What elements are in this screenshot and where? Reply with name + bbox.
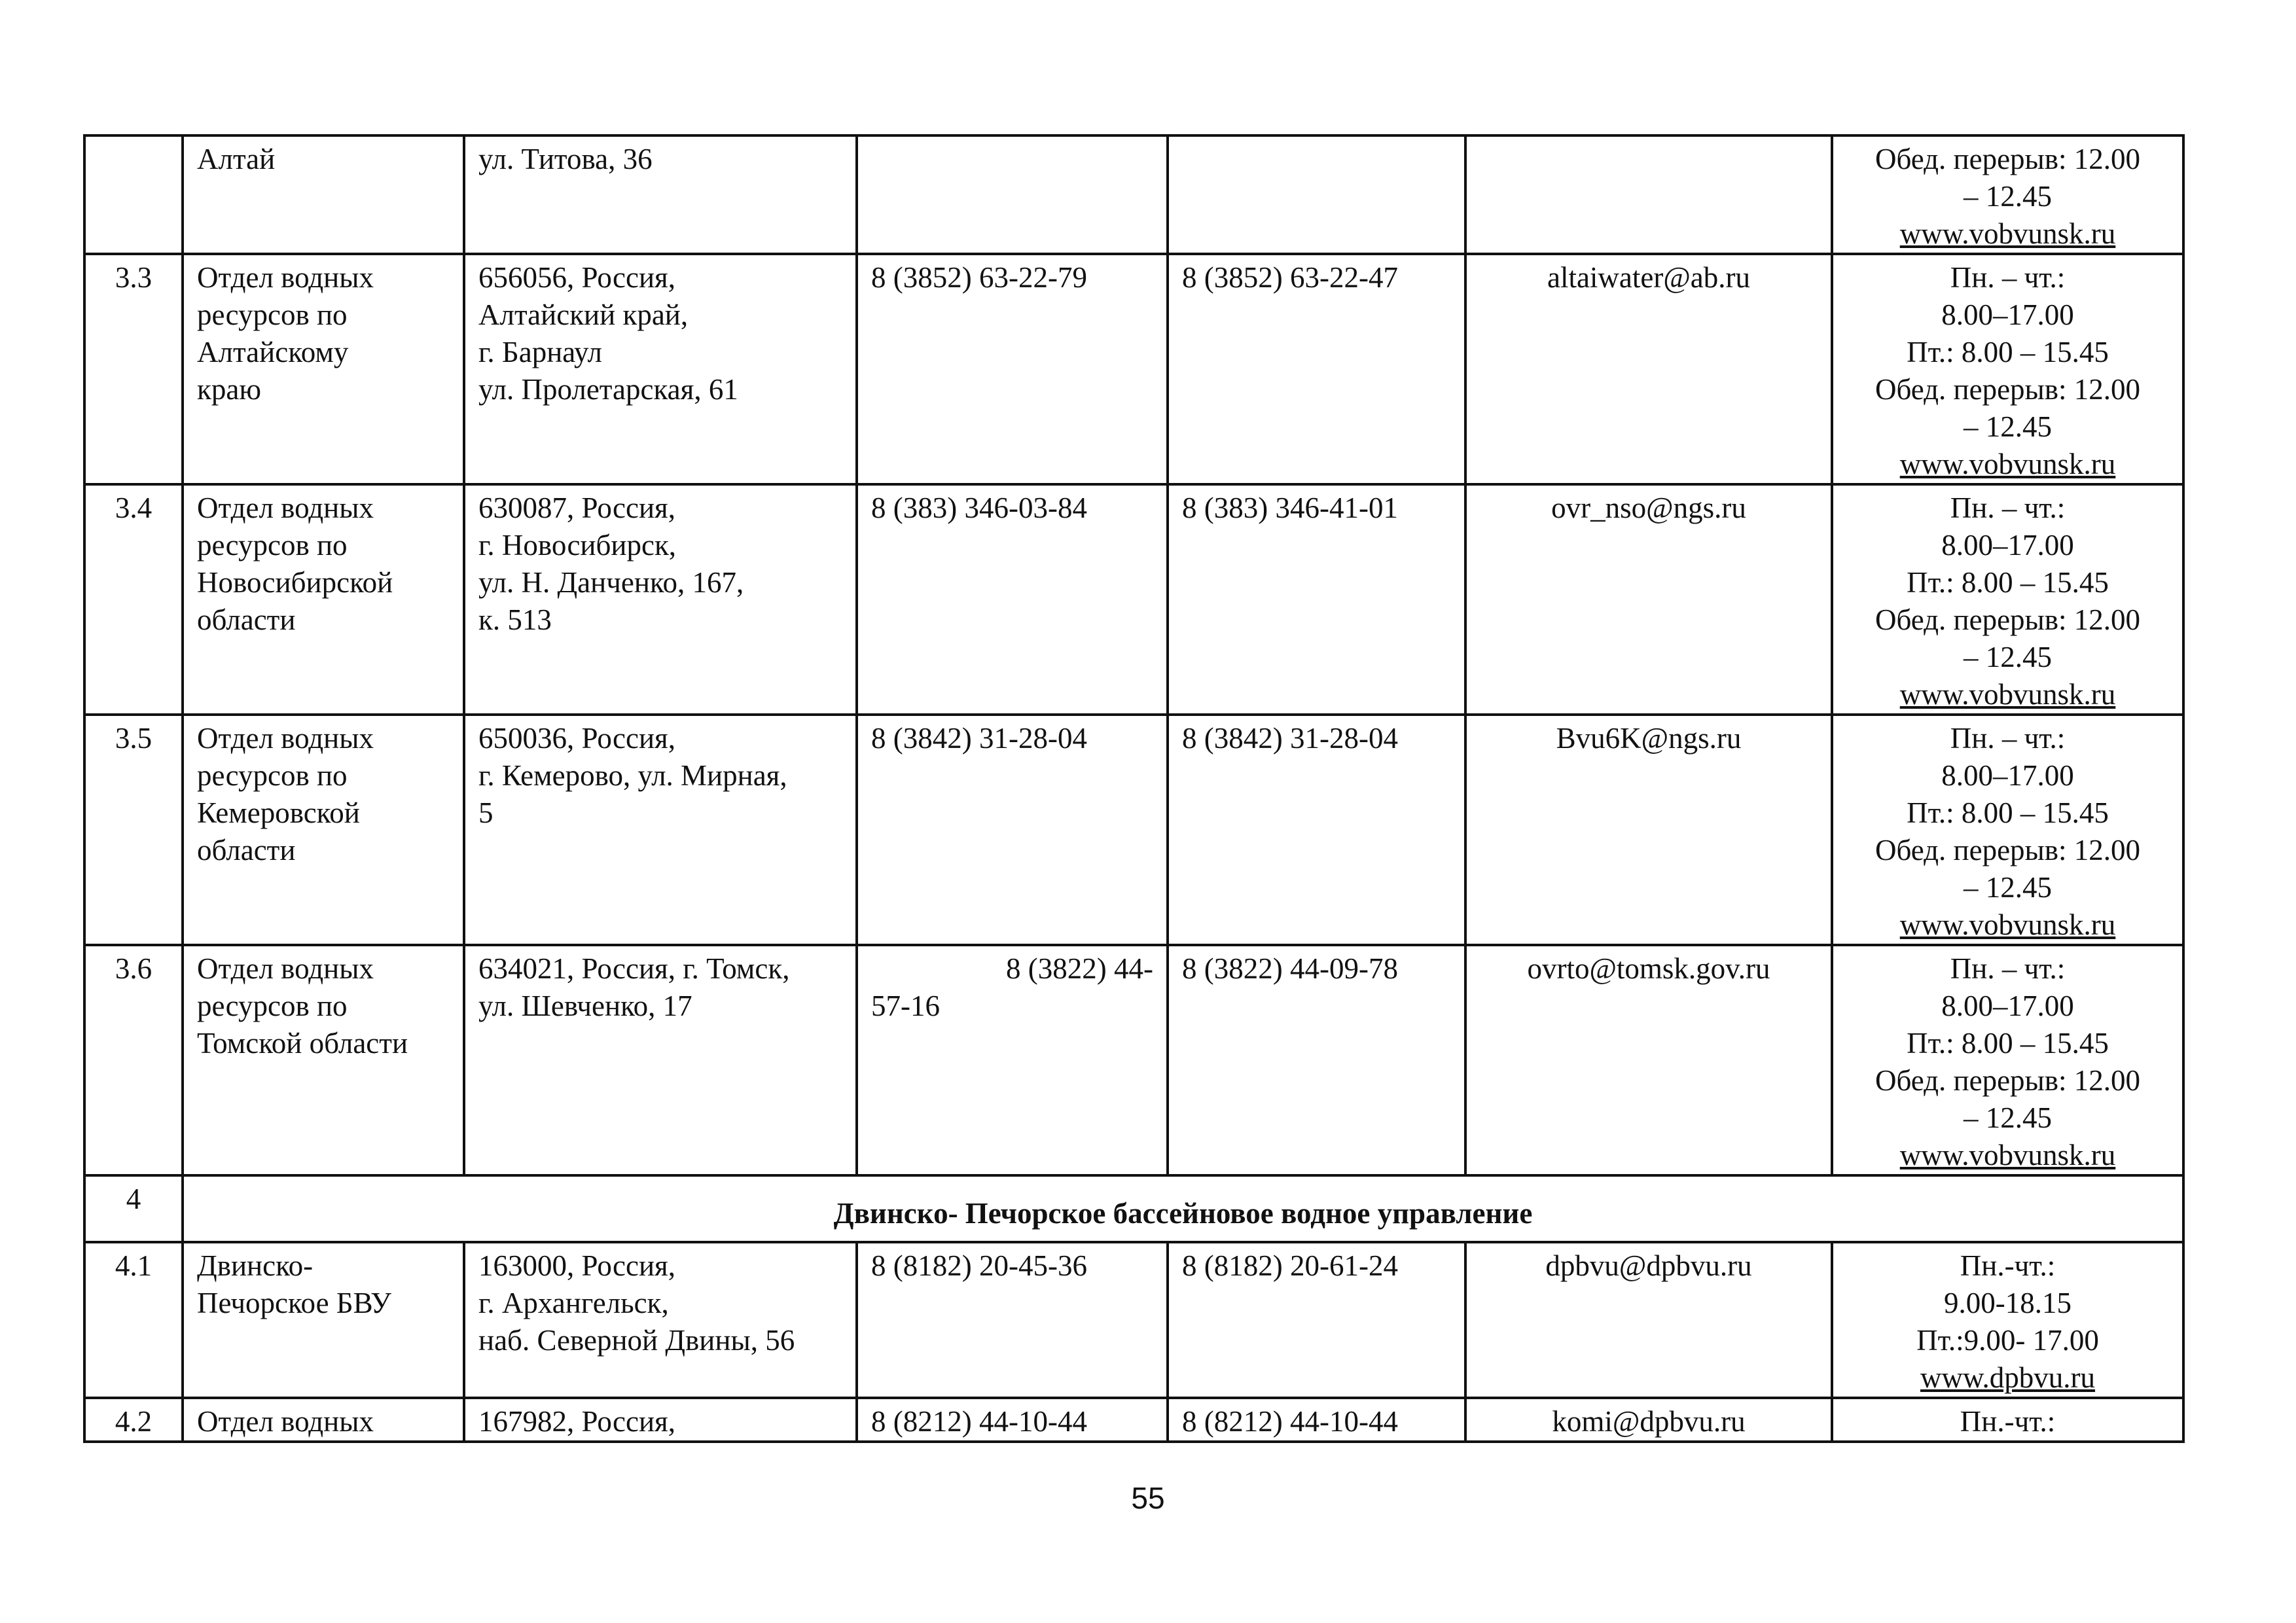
office-name-line: области <box>197 603 296 636</box>
office-name-line: Печорское БВУ <box>197 1287 391 1319</box>
address-line: г. Кемерово, ул. Мирная, <box>478 759 787 792</box>
office-name-line: Алтай <box>197 143 276 175</box>
working-hours <box>1832 1242 2183 1398</box>
hours-line: – 12.45 <box>1964 180 2052 213</box>
section-row <box>84 1175 2183 1242</box>
office-name <box>183 1398 464 1442</box>
office-name-line: Отдел водных <box>197 952 374 985</box>
address-line: 167982, Россия, <box>478 1405 676 1438</box>
row-number: 4.2 <box>84 1398 183 1442</box>
hours-line: Пт.: 8.00 – 15.45 <box>1907 1027 2109 1060</box>
office-name-line: Томской области <box>197 1027 408 1060</box>
email-cell[interactable]: ovrto@tomsk.gov.ru <box>1465 945 1832 1175</box>
table-row <box>84 254 2183 484</box>
table-row <box>84 135 2183 254</box>
phone-cell: 8 (3852) 63-22-79 <box>857 254 1168 484</box>
phone-line: 8 (3822) 44- <box>1006 952 1153 985</box>
address-line: 5 <box>478 796 493 829</box>
hours-line: – 12.45 <box>1964 641 2052 673</box>
hours-line: Пн. – чт.: <box>1950 261 2066 294</box>
office-name-line: ресурсов по <box>197 759 348 792</box>
row-number: 3.3 <box>84 254 183 484</box>
address-line: 650036, Россия, <box>478 722 676 755</box>
row-number: 3.6 <box>84 945 183 1175</box>
hours-line: – 12.45 <box>1964 1101 2052 1134</box>
phone-line: 57-16 <box>871 990 940 1022</box>
contacts-table <box>83 134 2185 1443</box>
hours-line: – 12.45 <box>1964 410 2052 443</box>
office-name <box>183 135 464 254</box>
office-name <box>183 484 464 715</box>
office-address <box>464 1398 857 1442</box>
website-link[interactable]: www.vobvunsk.ru <box>1899 908 2116 941</box>
hours-line: 8.00–17.00 <box>1941 990 2074 1022</box>
hours-line: – 12.45 <box>1964 871 2052 904</box>
website-link[interactable]: www.vobvunsk.ru <box>1899 448 2116 480</box>
hours-line: Пн. – чт.: <box>1950 491 2066 524</box>
table-row <box>84 945 2183 1175</box>
hours-line: 9.00-18.15 <box>1944 1287 2072 1319</box>
address-line: ул. Титова, 36 <box>478 143 653 175</box>
email-cell[interactable]: Bvu6K@ngs.ru <box>1465 715 1832 945</box>
table-row <box>84 484 2183 715</box>
working-hours <box>1832 135 2183 254</box>
hours-line: Пт.:9.00- 17.00 <box>1916 1324 2099 1357</box>
hours-line: Обед. перерыв: 12.00 <box>1874 834 2141 866</box>
office-name <box>183 254 464 484</box>
website-link[interactable]: www.dpbvu.ru <box>1920 1361 2096 1394</box>
office-name <box>183 945 464 1175</box>
fax-cell: 8 (8182) 20-61-24 <box>1168 1242 1465 1398</box>
office-name-line: Кемеровской <box>197 796 360 829</box>
office-name-line: ресурсов по <box>197 990 348 1022</box>
address-line: к. 513 <box>478 603 552 636</box>
office-name-line: Новосибирской <box>197 566 393 599</box>
hours-line: 8.00–17.00 <box>1941 529 2074 562</box>
office-name <box>183 715 464 945</box>
table-row <box>84 715 2183 945</box>
working-hours <box>1832 254 2183 484</box>
hours-line: Обед. перерыв: 12.00 <box>1874 143 2141 175</box>
hours-line: Пт.: 8.00 – 15.45 <box>1907 336 2109 368</box>
hours-line: Обед. перерыв: 12.00 <box>1874 373 2141 406</box>
fax-cell <box>1168 135 1465 254</box>
hours-line: Обед. перерыв: 12.00 <box>1874 1064 2141 1097</box>
row-number: 3.4 <box>84 484 183 715</box>
office-address <box>464 715 857 945</box>
address-line: ул. Шевченко, 17 <box>478 990 692 1022</box>
page-number: 55 <box>1131 1481 1165 1515</box>
email-cell <box>1465 135 1832 254</box>
phone-cell <box>857 135 1168 254</box>
office-name-line: области <box>197 834 296 866</box>
phone-cell: 8 (8182) 20-45-36 <box>857 1242 1168 1398</box>
row-number <box>84 135 183 254</box>
working-hours <box>1832 945 2183 1175</box>
email-cell[interactable]: altaiwater@ab.ru <box>1465 254 1832 484</box>
office-name <box>183 1242 464 1398</box>
office-name-line: Отдел водных <box>197 1405 374 1438</box>
phone-cell <box>857 945 1168 1175</box>
table-row <box>84 1398 2183 1442</box>
row-number: 3.5 <box>84 715 183 945</box>
hours-line: Пт.: 8.00 – 15.45 <box>1907 566 2109 599</box>
website-link[interactable]: www.vobvunsk.ru <box>1899 217 2116 250</box>
hours-line: 8.00–17.00 <box>1941 298 2074 331</box>
hours-line: Обед. перерыв: 12.00 <box>1874 603 2141 636</box>
office-address <box>464 945 857 1175</box>
office-name-line: Отдел водных <box>197 261 374 294</box>
address-line: наб. Северной Двины, 56 <box>478 1324 795 1357</box>
office-name-line: Отдел водных <box>197 491 374 524</box>
address-line: ул. Пролетарская, 61 <box>478 373 738 406</box>
address-line: г. Барнаул <box>478 336 602 368</box>
office-name-line: Алтайскому <box>197 336 349 368</box>
hours-line: Пт.: 8.00 – 15.45 <box>1907 796 2109 829</box>
address-line: 656056, Россия, <box>478 261 676 294</box>
hours-line: Пн. – чт.: <box>1950 952 2066 985</box>
fax-cell: 8 (3822) 44-09-78 <box>1168 945 1465 1175</box>
address-line: 630087, Россия, <box>478 491 676 524</box>
address-line: г. Новосибирск, <box>478 529 677 562</box>
office-name-line: ресурсов по <box>197 529 348 562</box>
row-number: 4 <box>84 1175 183 1242</box>
working-hours <box>1832 484 2183 715</box>
office-address <box>464 1242 857 1398</box>
address-line: Алтайский край, <box>478 298 689 331</box>
row-number: 4.1 <box>84 1242 183 1398</box>
phone-cell: 8 (383) 346-03-84 <box>857 484 1168 715</box>
fax-cell: 8 (3852) 63-22-47 <box>1168 254 1465 484</box>
office-name-line: Двинско- <box>197 1249 314 1282</box>
website-link[interactable]: www.vobvunsk.ru <box>1899 678 2116 711</box>
office-address <box>464 484 857 715</box>
address-line: 634021, Россия, г. Томск, <box>478 952 790 985</box>
phone-cell: 8 (8212) 44-10-44 <box>857 1398 1168 1442</box>
address-line: 163000, Россия, <box>478 1249 676 1282</box>
email-cell[interactable]: ovr_nso@ngs.ru <box>1465 484 1832 715</box>
address-line: ул. Н. Данченко, 167, <box>478 566 744 599</box>
section-title: Двинско- Печорское бассейновое водное управление <box>183 1175 2183 1242</box>
website-link[interactable]: www.vobvunsk.ru <box>1899 1139 2116 1171</box>
office-name-line: краю <box>197 373 261 406</box>
hours-line: Пн. – чт.: <box>1950 722 2066 755</box>
office-name-line: Отдел водных <box>197 722 374 755</box>
hours-line: Пн.-чт.: <box>1960 1249 2056 1282</box>
fax-cell: 8 (383) 346-41-01 <box>1168 484 1465 715</box>
address-line: г. Архангельск, <box>478 1287 669 1319</box>
email-cell[interactable]: komi@dpbvu.ru <box>1465 1398 1832 1442</box>
phone-cell: 8 (3842) 31-28-04 <box>857 715 1168 945</box>
working-hours <box>1832 715 2183 945</box>
table-row <box>84 1242 2183 1398</box>
office-name-line: ресурсов по <box>197 298 348 331</box>
working-hours <box>1832 1398 2183 1442</box>
office-address <box>464 135 857 254</box>
fax-cell: 8 (8212) 44-10-44 <box>1168 1398 1465 1442</box>
hours-line: Пн.-чт.: <box>1960 1405 2056 1438</box>
fax-cell: 8 (3842) 31-28-04 <box>1168 715 1465 945</box>
office-address <box>464 254 857 484</box>
hours-line: 8.00–17.00 <box>1941 759 2074 792</box>
email-cell[interactable]: dpbvu@dpbvu.ru <box>1465 1242 1832 1398</box>
